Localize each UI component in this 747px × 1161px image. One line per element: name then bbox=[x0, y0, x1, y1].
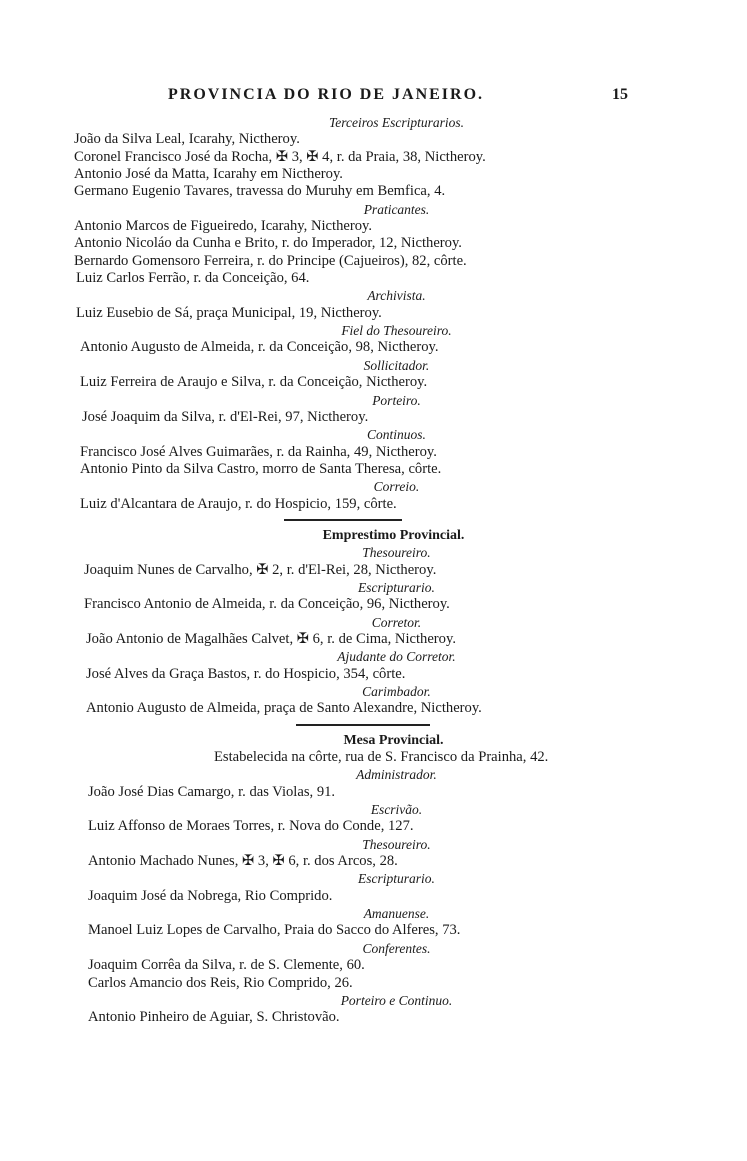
role-heading: Continuos. bbox=[367, 427, 426, 443]
role-heading: Porteiro. bbox=[372, 392, 421, 408]
entry-line: Luiz Ferreira de Araujo e Silva, r. da Conceição, Nictheroy. bbox=[80, 374, 428, 391]
entry-line: Luiz Affonso de Moraes Torres, r. Nova do Conde, 127. bbox=[88, 818, 414, 835]
role-heading: Ajudante do Corretor. bbox=[337, 649, 456, 665]
role-heading: Escrivão. bbox=[370, 802, 423, 818]
section-heading: Emprestimo Provincial. bbox=[322, 527, 465, 543]
section-divider bbox=[0, 513, 747, 527]
entry-line: Antonio Augusto de Almeida, r. da Conceição, 98, Nictheroy. bbox=[80, 339, 439, 356]
entry-line: Luiz Carlos Ferrão, r. da Conceição, 64. bbox=[76, 270, 310, 287]
role-heading: Escripturario. bbox=[358, 579, 435, 595]
entry-line: Manoel Luiz Lopes de Carvalho, Praia do Sacco do Alferes, 73. bbox=[88, 922, 461, 939]
page-title: PROVINCIA DO RIO DE JANEIRO. bbox=[168, 86, 485, 103]
page-number: 15 bbox=[612, 86, 628, 103]
divider-rule bbox=[296, 724, 430, 727]
entry-line: Francisco José Alves Guimarães, r. da Rainha, 49, Nictheroy. bbox=[80, 443, 437, 460]
entry-line: Estabelecida na côrte, rua de S. Francisco da Prainha, 42. bbox=[214, 749, 549, 766]
section-heading: Mesa Provincial. bbox=[343, 732, 444, 748]
role-heading: Sollicitador. bbox=[363, 357, 430, 373]
entry-line: Antonio Machado Nunes, ✠ 3, ✠ 6, r. dos Arcos, 28. bbox=[88, 853, 398, 870]
entry-line: Antonio Marcos de Figueiredo, Icarahy, Nictheroy. bbox=[74, 218, 372, 235]
role-heading: Carimbador. bbox=[362, 684, 431, 699]
document-body bbox=[0, 114, 747, 1027]
page-header bbox=[0, 86, 747, 110]
role-heading: Administrador. bbox=[356, 767, 437, 783]
entry-line: Antonio Pinheiro de Aguiar, S. Christovão. bbox=[88, 1009, 340, 1026]
role-heading: Porteiro e Continuo. bbox=[340, 992, 453, 1008]
role-heading: Escripturario. bbox=[358, 871, 435, 887]
entry-line: Joaquim Corrêa da Silva, r. de S. Clemente, 60. bbox=[88, 957, 365, 974]
role-heading: Corretor. bbox=[371, 614, 422, 630]
role-heading: Conferentes. bbox=[362, 940, 431, 956]
role-heading: Thesoureiro. bbox=[362, 836, 431, 852]
entry-line: Joaquim Nunes de Carvalho, ✠ 2, r. d'El-Rei, 28, Nictheroy. bbox=[84, 561, 437, 578]
entry-line: Carlos Amancio dos Reis, Rio Comprido, 26. bbox=[88, 974, 353, 991]
entry-line: Germano Eugenio Tavares, travessa do Muruhy em Bemfica, 4. bbox=[74, 183, 446, 200]
entry-line: José Joaquim da Silva, r. d'El-Rei, 97, Nictheroy. bbox=[82, 408, 369, 425]
role-heading: Correio. bbox=[373, 479, 420, 495]
role-heading: Terceiros Escripturarios. bbox=[328, 115, 464, 130]
entry-line: Luiz d'Alcantara de Araujo, r. do Hospicio, 159, côrte. bbox=[80, 495, 397, 512]
entry-line: João Antonio de Magalhães Calvet, ✠ 6, r. de Cima, Nictheroy. bbox=[86, 630, 456, 647]
role-heading: Praticantes. bbox=[363, 201, 430, 217]
section-divider bbox=[0, 718, 747, 732]
role-heading: Thesoureiro. bbox=[362, 545, 431, 561]
entry-line: José Alves da Graça Bastos, r. do Hospicio, 354, côrte. bbox=[86, 665, 406, 682]
entry-line: Antonio Pinto da Silva Castro, morro de Santa Theresa, côrte. bbox=[80, 460, 442, 477]
entry-line: Coronel Francisco José da Rocha, ✠ 3, ✠ 4, r. da Praia, 38, Nictheroy. bbox=[74, 148, 486, 165]
entry-line: Luiz Eusebio de Sá, praça Municipal, 19, Nictheroy. bbox=[76, 304, 382, 321]
entry-line: Antonio Nicoláo da Cunha e Brito, r. do Imperador, 12, Nictheroy. bbox=[74, 235, 462, 252]
entry-line: Bernardo Gomensoro Ferreira, r. do Principe (Cajueiros), 82, côrte. bbox=[74, 252, 467, 269]
divider-rule bbox=[284, 519, 402, 522]
entry-line: Francisco Antonio de Almeida, r. da Conceição, 96, Nictheroy. bbox=[84, 596, 450, 613]
entry-line: Antonio Augusto de Almeida, praça de Santo Alexandre, Nictheroy. bbox=[86, 700, 482, 717]
entry-line: Antonio José da Matta, Icarahy em Nictheroy. bbox=[74, 166, 343, 183]
role-heading: Amanuense. bbox=[363, 906, 430, 922]
role-heading: Archivista. bbox=[367, 288, 426, 304]
role-heading: Fiel do Thesoureiro. bbox=[341, 323, 452, 339]
entry-line: Joaquim José da Nobrega, Rio Comprido. bbox=[88, 887, 333, 904]
entry-line: João José Dias Camargo, r. das Violas, 91. bbox=[88, 783, 336, 800]
entry-line: João da Silva Leal, Icarahy, Nictheroy. bbox=[74, 131, 300, 148]
